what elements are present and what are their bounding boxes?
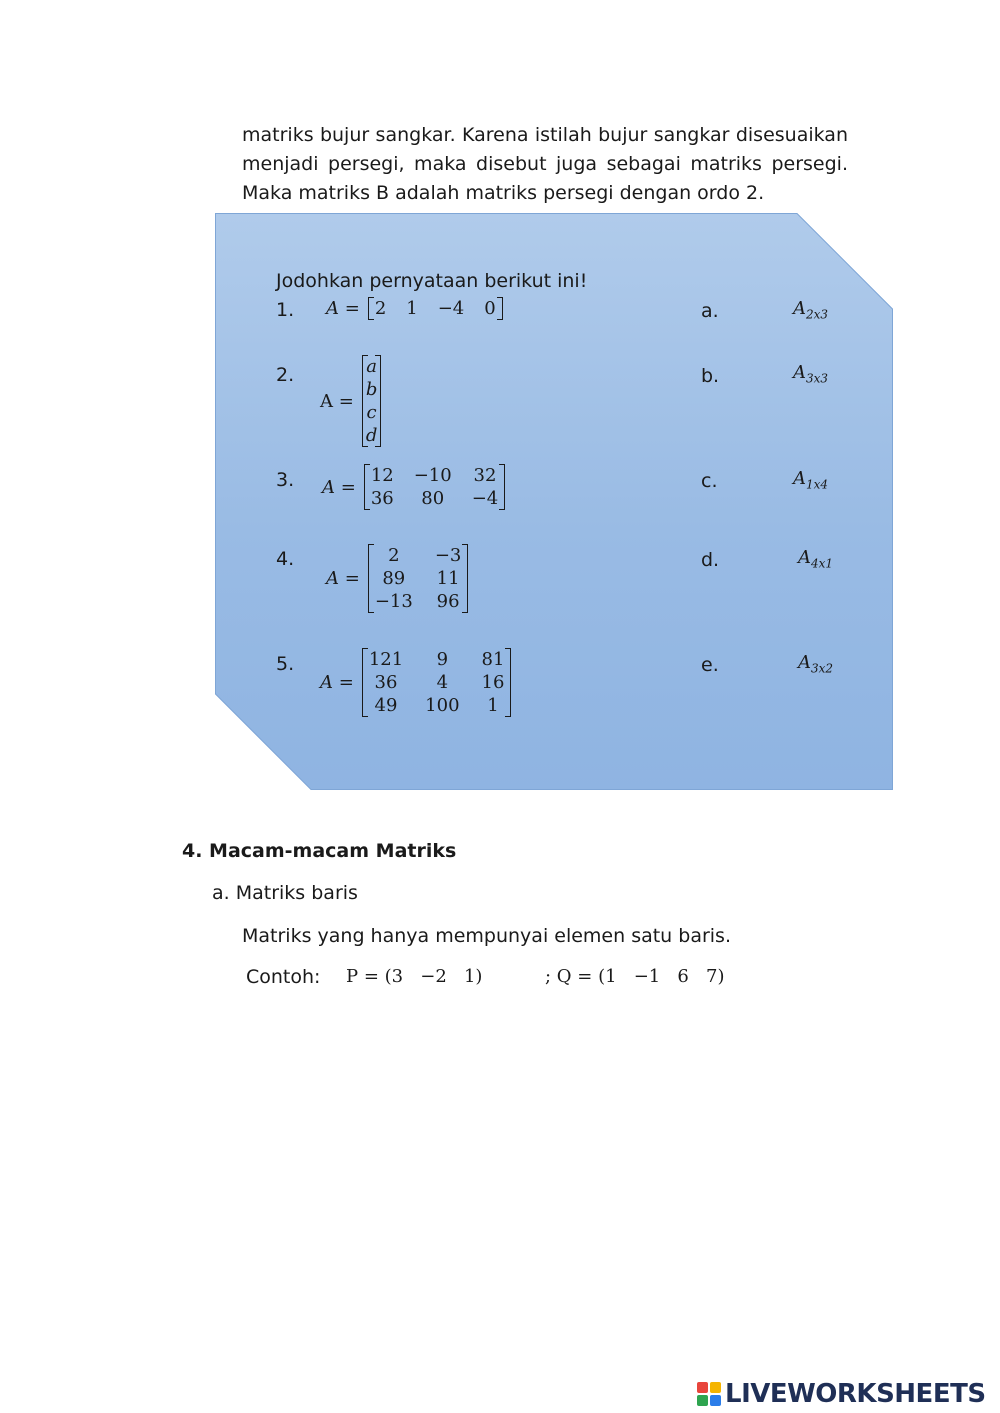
item-number-4: 4.: [276, 548, 295, 570]
matrix-cell: 36: [370, 488, 394, 509]
logo-square: [697, 1382, 708, 1393]
logo-square: [710, 1395, 721, 1406]
item-number-3: 3.: [276, 469, 295, 491]
matrix-5-body: [362, 648, 512, 717]
matrix-cell: 11: [436, 568, 460, 589]
example-label: Contoh:: [246, 966, 321, 988]
matrix-2-body: [362, 355, 382, 447]
matrix-cell: d: [365, 425, 378, 446]
matrix-cell: 32: [473, 465, 497, 486]
example-p: P = (3 −2 1): [346, 966, 483, 987]
intro-line-3: Maka matriks B adalah matriks persegi dengan ordo 2.: [242, 182, 765, 204]
matrix-cell: 49: [374, 695, 398, 716]
matrix-1: A = 2 1 −4 0: [326, 297, 503, 320]
matrix-cell: 80: [421, 488, 445, 509]
option-letter-a: a.: [701, 300, 719, 322]
intro-line-1: matriks bujur sangkar. Karena istilah bujur sangkar disesuaikan: [242, 124, 848, 146]
matrix-2-name: A: [320, 390, 333, 412]
matrix-cell: 9: [436, 649, 449, 670]
option-letter-d: d.: [701, 549, 720, 571]
matrix-1-body: [368, 297, 503, 320]
option-letter-c: c.: [701, 470, 718, 492]
matrix-cell: 89: [382, 568, 406, 589]
option-order-a: $A_{2x3}$: [793, 298, 829, 322]
definition-text: Matriks yang hanya mempunyai elemen satu baris.: [242, 925, 731, 947]
logo-square: [697, 1395, 708, 1406]
liveworksheets-logo: [697, 1379, 986, 1409]
matrix-cell: 12: [370, 465, 394, 486]
matrix-3-name: A: [322, 476, 335, 498]
section-title: 4. Macam-macam Matriks: [182, 840, 457, 862]
item-number-5: 5.: [276, 653, 295, 675]
option-order-d: $A_{4x1}$: [798, 547, 834, 571]
matrix-cell: 100: [425, 695, 460, 716]
matrix-cell: 96: [436, 591, 460, 612]
matrix-4-body: [368, 544, 469, 613]
example-q: ; Q = (1 −1 6 7): [545, 966, 725, 987]
exercise-title: Jodohkan pernyataan berikut ini!: [276, 270, 588, 292]
matrix-cell: 36: [374, 672, 398, 693]
matrix-cell: 81: [481, 649, 505, 670]
matrix-cell: b: [365, 379, 378, 400]
matrix-cell: 2: [374, 298, 387, 319]
matrix-2: A = a b c d: [320, 355, 381, 447]
matrix-cell: −4: [471, 488, 499, 509]
logo-square: [710, 1382, 721, 1393]
matrix-cell: 2: [388, 545, 400, 566]
subsection-title: a. Matriks baris: [212, 882, 358, 904]
matrix-4-name: A: [326, 568, 339, 589]
option-letter-e: e.: [701, 654, 719, 676]
matrix-cell: 1: [487, 695, 499, 716]
intro-line-2: menjadi persegi, maka disebut juga sebagai matriks persegi.: [242, 153, 848, 175]
matrix-cell: −13: [374, 591, 413, 612]
matrix-1-name: A: [326, 298, 339, 319]
matrix-cell: a: [366, 356, 377, 377]
matrix-5-name: A: [320, 672, 333, 693]
matrix-4: A = 2 −3 89 11 −13 96: [326, 544, 468, 613]
option-order-b: $A_{3x3}$: [793, 362, 829, 386]
item-number-1: 1.: [276, 299, 295, 321]
matrix-cell: 0: [484, 298, 496, 319]
option-order-c: $A_{1x4}$: [793, 468, 829, 492]
matrix-cell: c: [366, 402, 377, 423]
matrix-cell: 1: [406, 298, 418, 319]
intro-paragraph: [242, 121, 848, 208]
exercise-panel-border: [215, 213, 893, 790]
matrix-3-body: [364, 464, 505, 510]
matrix-cell: −10: [413, 465, 452, 486]
option-letter-b: b.: [701, 365, 720, 387]
matrix-cell: −3: [434, 545, 462, 566]
item-number-2: 2.: [276, 364, 295, 386]
logo-mark-icon: [697, 1382, 721, 1406]
matrix-cell: 4: [436, 672, 449, 693]
matrix-3: A = 12 −10 32 36 80 −4: [322, 464, 505, 510]
matrix-cell: 16: [481, 672, 505, 693]
option-order-e: $A_{3x2}$: [798, 652, 834, 676]
matrix-cell: −4: [437, 298, 465, 319]
logo-text: LIVEWORKSHEETS: [725, 1379, 986, 1409]
matrix-5: A = 121 9 81 36 4 16 49 100 1: [320, 648, 511, 717]
matrix-cell: 121: [368, 649, 404, 670]
